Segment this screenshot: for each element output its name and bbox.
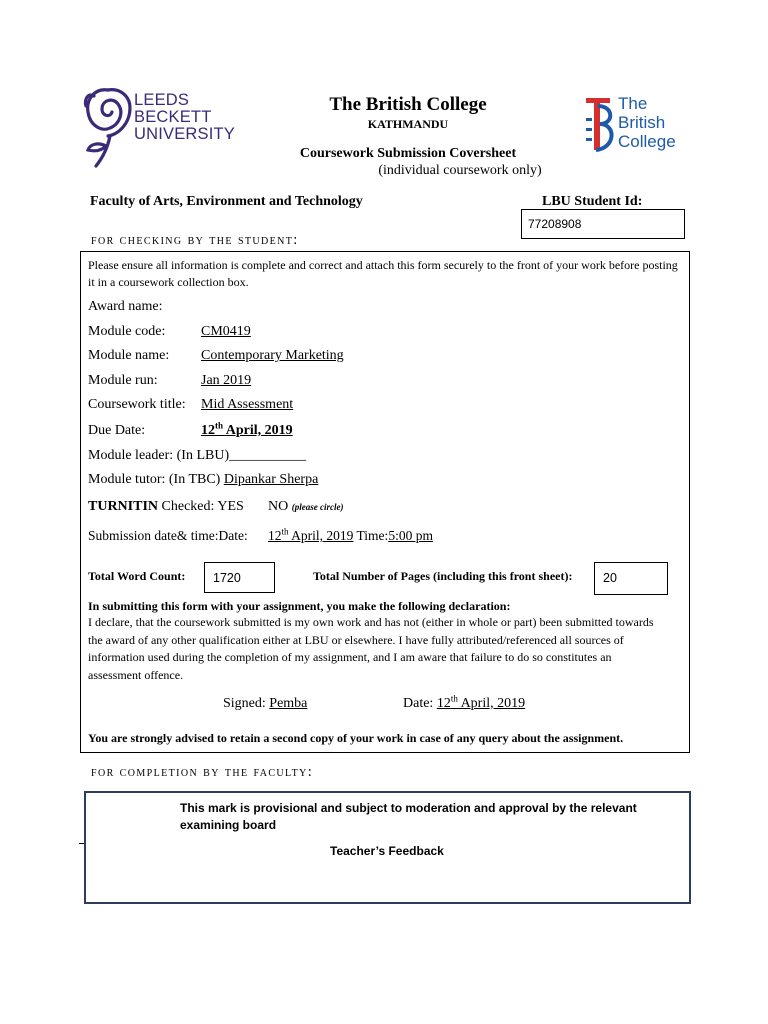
- signed-value: Pemba: [269, 696, 308, 711]
- signed-label: Signed:: [223, 696, 270, 711]
- due-date-value: [201, 420, 293, 439]
- signature-line: [223, 696, 307, 712]
- coversheet-subtitle: (individual coursework only): [378, 163, 542, 178]
- signature-date-day: 12: [436, 696, 451, 711]
- time-value: 5:00 pm: [388, 528, 433, 543]
- due-date-suffix: th: [215, 420, 224, 431]
- signature-date-line: [403, 693, 526, 712]
- module-name-value: Contemporary Marketing: [201, 348, 344, 363]
- award-name-label: Award name:: [88, 299, 163, 314]
- total-pages-label: Total Number of Pages (including this front sheet):: [313, 569, 573, 583]
- module-code-label: Module code:: [88, 324, 166, 339]
- student-section-heading: for checking by the student:: [91, 232, 299, 248]
- turnitin-line: [88, 499, 244, 515]
- module-tutor-value: Dipankar Sherpa: [223, 472, 319, 487]
- turnitin-no: NO: [268, 499, 289, 514]
- submission-date-value: [268, 528, 433, 544]
- tbc-line-1: The: [618, 94, 648, 113]
- turnitin-no-line: [268, 499, 343, 515]
- coursework-title-label: Coursework title:: [88, 397, 186, 412]
- declaration-line: I declare, that the coursework submitted is my own work and has not (either in whole or part) been submitted towards: [88, 615, 654, 629]
- module-tutor-label: Module tutor: (In TBC): [88, 472, 224, 487]
- faculty-name: Faculty of Arts, Environment and Technology: [90, 194, 363, 209]
- submission-date-label: Submission date& time:Date:: [88, 528, 248, 543]
- module-name-label: Module name:: [88, 348, 170, 363]
- due-date-label: Due Date:: [88, 423, 146, 438]
- teacher-feedback-label: Teacher’s Feedback: [330, 844, 444, 858]
- module-run-value: Jan 2019: [201, 373, 252, 388]
- faculty-section-heading: for completion by the faculty:: [91, 764, 314, 780]
- retain-copy-advice: You are strongly advised to retain a second copy of your work in case of any query about the assignment.: [88, 731, 624, 745]
- provisional-note-line: examining board: [180, 818, 277, 832]
- coversheet-title: Coursework Submission Coversheet: [299, 146, 517, 161]
- signature-date-suffix: th: [450, 693, 458, 704]
- lbu-line-2: BECKETT: [134, 108, 212, 126]
- signature-date-rest: April, 2019: [457, 696, 526, 711]
- total-pages-field[interactable]: 20: [594, 562, 668, 595]
- submission-day: 12: [268, 528, 282, 543]
- module-code-value: CM0419: [201, 324, 251, 339]
- lbu-line-1: LEEDS: [134, 91, 190, 109]
- submission-suffix: th: [281, 526, 289, 537]
- turnitin-note: (please circle): [291, 502, 344, 512]
- tbc-line-3: College: [618, 132, 676, 151]
- provisional-note-line: This mark is provisional and subject to moderation and approval by the relevant: [180, 801, 637, 815]
- tbc-line-2: British: [618, 113, 666, 132]
- instructions-text: Please ensure all information is complete and correct and attach this form securely to the front of your work before posting it in a coursework collection box.: [88, 258, 678, 289]
- student-id-field[interactable]: 77208908: [521, 209, 685, 239]
- due-date-rest: April, 2019: [223, 423, 293, 438]
- submission-rest: April, 2019: [288, 528, 354, 543]
- turnitin-yes: Checked: YES: [158, 499, 244, 514]
- college-city: KATHMANDU: [367, 117, 449, 131]
- time-label: Time:: [353, 528, 389, 543]
- student-id-label: LBU Student Id:: [542, 194, 643, 209]
- lbu-line-3: UNIVERSITY: [134, 125, 236, 143]
- word-count-label: Total Word Count:: [88, 569, 186, 583]
- coursework-title-value: Mid Assessment: [201, 397, 294, 412]
- module-tutor-line: [88, 472, 318, 488]
- word-count-field[interactable]: 1720: [204, 562, 275, 593]
- college-title: The British College: [329, 94, 487, 115]
- declaration-line: assessment offence.: [88, 667, 184, 682]
- signature-date-label: Date:: [403, 696, 437, 711]
- turnitin-label: TURNITIN: [88, 499, 159, 514]
- declaration-heading: In submitting this form with your assignment, you make the following declaration:: [88, 599, 511, 613]
- declaration-line: information used during the completion of my assignment, and I am aware that failure to do so constitutes an: [88, 650, 612, 664]
- provisional-mark-note: [180, 800, 637, 834]
- due-date-day: 12: [201, 423, 215, 438]
- declaration-line: the award of any other qualification either at LBU or elsewhere. I have fully attributed/referenced all sources of: [88, 632, 624, 647]
- module-run-label: Module run:: [88, 373, 158, 388]
- module-leader-line: Module leader: (In LBU)___________: [88, 448, 307, 463]
- declaration-text: [88, 614, 654, 684]
